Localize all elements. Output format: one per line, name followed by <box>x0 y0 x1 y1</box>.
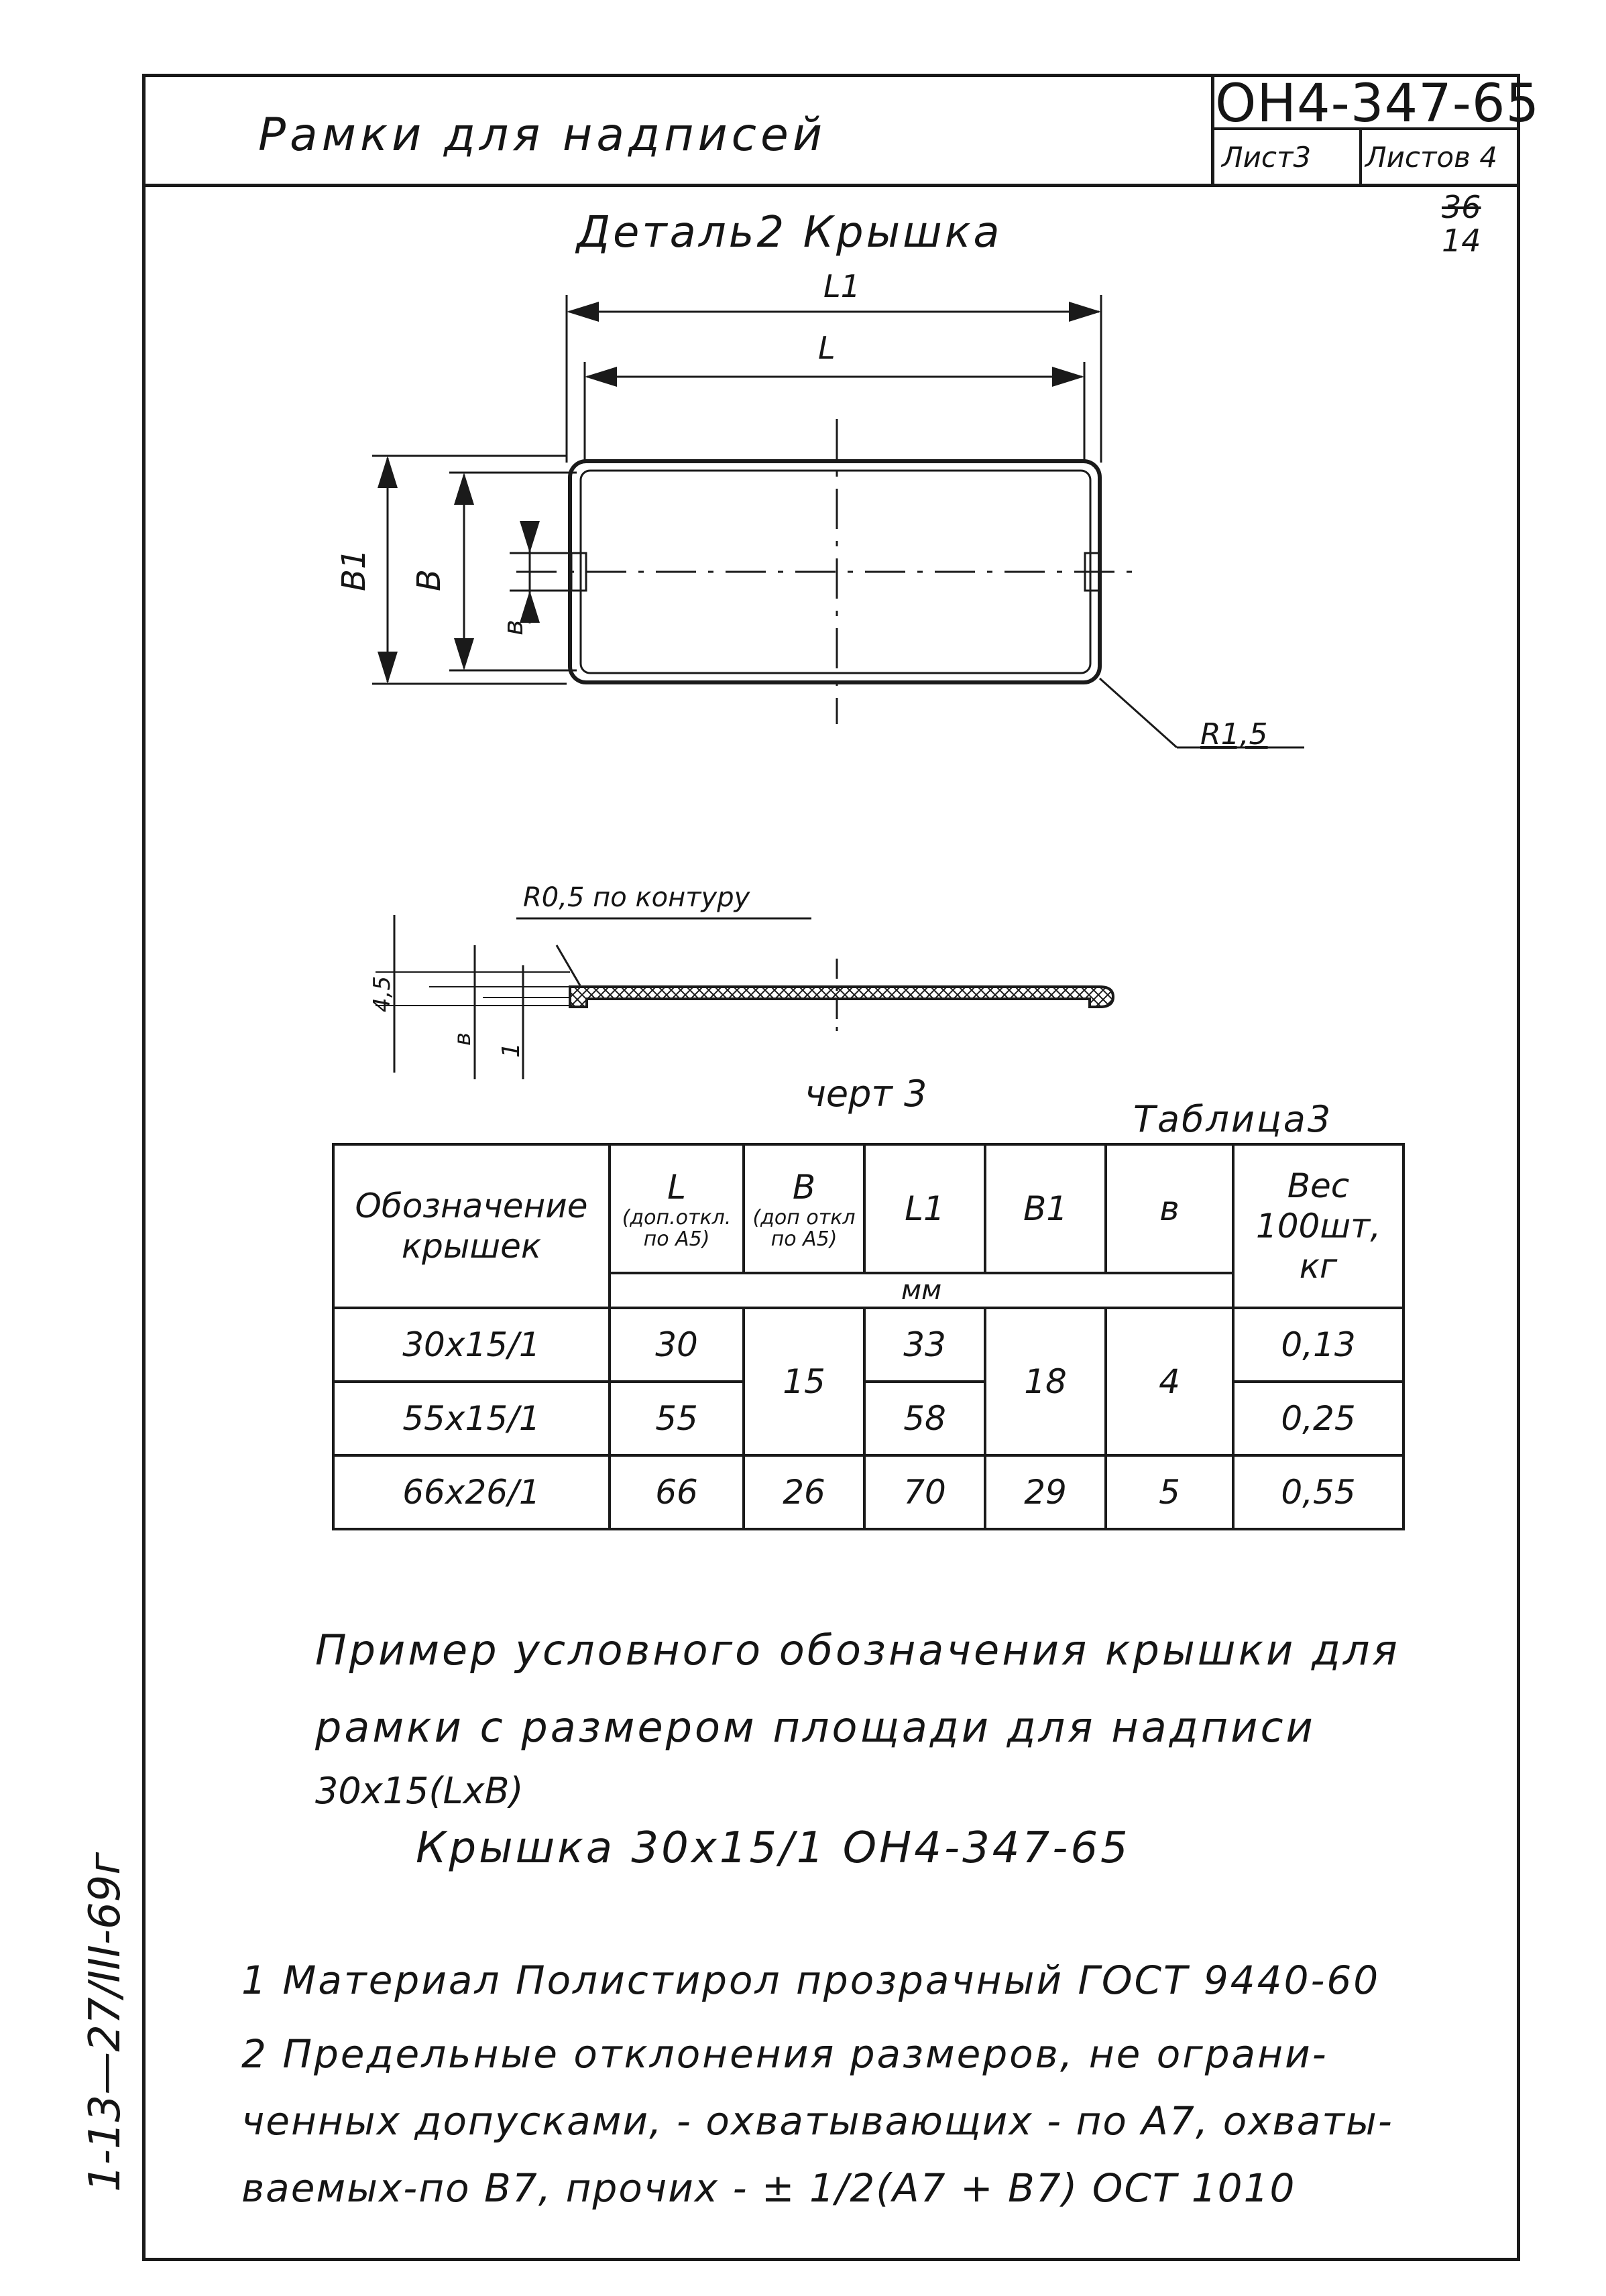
document-title: Рамки для надписей <box>258 109 827 162</box>
header-L-note: (доп.откл. по А5) <box>622 1206 732 1251</box>
note-4: ваемых-по В7, прочих - ± 1/2(А7 + В7) ОСТ 1010 <box>241 2165 1296 2211</box>
table-cell: 4 <box>1106 1308 1233 1455</box>
table-cell: 30х15/1 <box>333 1308 610 1382</box>
table-cell: 55 <box>610 1382 744 1455</box>
header-L-label: L <box>667 1168 686 1207</box>
dimension-B1: B1 <box>335 548 373 591</box>
table-cell: 0,25 <box>1233 1382 1403 1455</box>
example-line-2: рамки с размером площади для надписи <box>315 1703 1316 1752</box>
dimension-1: 1 <box>498 1042 525 1058</box>
table-cell: 18 <box>985 1308 1106 1455</box>
radius-contour-label: R0,5 по контуру <box>523 882 750 913</box>
table-cell: 66 <box>610 1455 744 1529</box>
header-B-note: (доп откл по А5) <box>752 1206 856 1251</box>
table-cell: 33 <box>864 1308 985 1382</box>
table-cell: 66х26/1 <box>333 1455 610 1529</box>
header-unit: мм <box>610 1273 1233 1308</box>
table-label: Таблица3 <box>1133 1098 1333 1140</box>
example-designation: Крышка 30х15/1 ОН4-347-65 <box>416 1823 1131 1873</box>
lid-spec-table <box>332 1143 1405 1530</box>
header-L1: L1 <box>864 1144 985 1273</box>
table-cell: 15 <box>744 1308 864 1455</box>
header-B <box>744 1144 864 1273</box>
document-code: ОН4-347-65 <box>1215 74 1540 134</box>
dimension-L1: L1 <box>823 268 860 304</box>
header-B-label: В <box>792 1168 816 1207</box>
drawing-caption: черт 3 <box>805 1073 927 1115</box>
sheet-number: Лист3 <box>1222 141 1312 174</box>
header-b: в <box>1106 1144 1233 1273</box>
header-weight: Вес 100шт, кг <box>1233 1144 1403 1308</box>
sheets-total: Листов 4 <box>1365 141 1497 174</box>
dimension-L: L <box>818 330 836 366</box>
table-cell: 0,55 <box>1233 1455 1403 1529</box>
note-3: ченных допусками, - охватывающих - по А7, охваты- <box>241 2098 1393 2144</box>
dimension-b-section: в <box>449 1032 476 1046</box>
table-cell: 29 <box>985 1455 1106 1529</box>
lid-drawing <box>0 0 1606 1140</box>
table-cell: 70 <box>864 1455 985 1529</box>
table-cell: 55х15/1 <box>333 1382 610 1455</box>
dimension-B: B <box>410 569 448 591</box>
example-line-1: Пример условного обозначения крышки для <box>315 1626 1400 1675</box>
example-line-3: 30х15(LхВ) <box>315 1770 524 1812</box>
table-cell: 58 <box>864 1382 985 1455</box>
header-designation: Обозначение крышек <box>333 1144 610 1308</box>
note-2: 2 Предельные отклонения размеров, не ограни- <box>241 2031 1328 2077</box>
archive-number-bottom: 14 <box>1442 223 1481 259</box>
note-1: 1 Материал Полистирол прозрачный ГОСТ 9440-60 <box>241 1957 1381 2003</box>
table-cell: 26 <box>744 1455 864 1529</box>
margin-inventory-note: 1-13—27/III-69г <box>80 1852 130 2192</box>
table-cell: 5 <box>1106 1455 1233 1529</box>
table-cell: 0,13 <box>1233 1308 1403 1382</box>
table-cell: 30 <box>610 1308 744 1382</box>
header-B1: В1 <box>985 1144 1106 1273</box>
dimension-4-5: 4,5 <box>369 975 396 1012</box>
detail-title: Деталь2 Крышка <box>577 208 1002 257</box>
dimension-b: в <box>498 619 529 636</box>
archive-number-top: 36 <box>1442 189 1481 225</box>
header-L <box>610 1144 744 1273</box>
radius-corner-label: R1,5 <box>1200 717 1268 751</box>
